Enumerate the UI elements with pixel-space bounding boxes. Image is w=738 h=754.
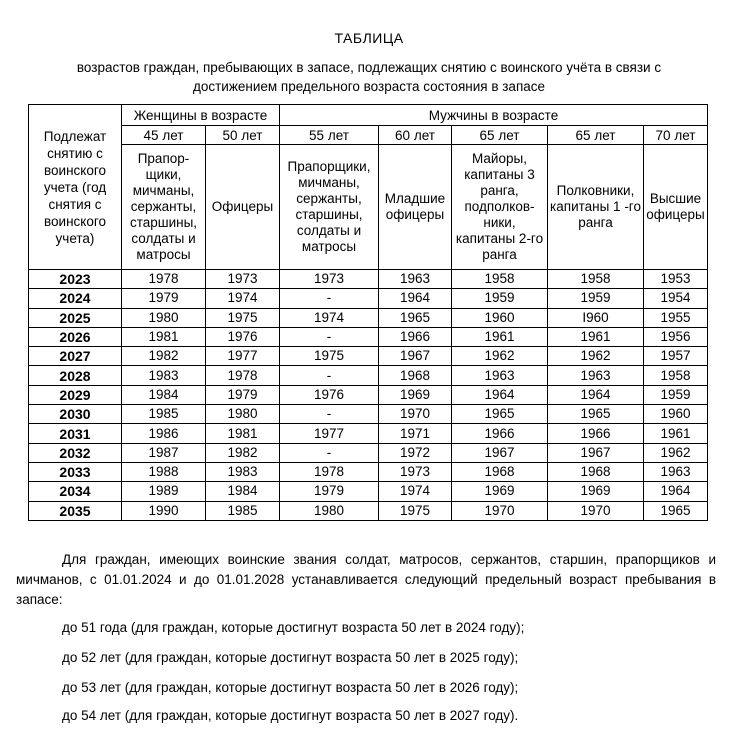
birth-year-cell: 1973 [206, 270, 280, 289]
birth-year-cell: 1966 [548, 424, 644, 443]
year-cell: 2034 [29, 482, 122, 501]
table-row [29, 289, 708, 308]
age-table [28, 104, 708, 521]
birth-year-cell: 1970 [548, 501, 644, 520]
birth-year-cell: 1971 [379, 424, 452, 443]
year-cell: 2024 [29, 289, 122, 308]
document-title: ТАБЛИЦА [334, 30, 404, 46]
age-header-cell: 50 лет [206, 126, 280, 145]
birth-year-cell: 1970 [379, 405, 452, 424]
birth-year-cell: 1963 [644, 462, 708, 481]
birth-year-cell: 1960 [644, 405, 708, 424]
age-header-cell: 55 лет [280, 126, 379, 145]
table-row [29, 347, 708, 366]
year-cell: 2028 [29, 366, 122, 385]
birth-year-cell: 1983 [122, 366, 206, 385]
year-cell: 2031 [29, 424, 122, 443]
birth-year-cell: I960 [548, 308, 644, 327]
birth-year-cell: 1981 [122, 327, 206, 346]
category-header-cell: Младшие офицеры [379, 145, 452, 270]
birth-year-cell: 1963 [548, 366, 644, 385]
table-row [29, 270, 708, 289]
birth-year-cell: 1989 [122, 482, 206, 501]
birth-year-cell: 1965 [644, 501, 708, 520]
birth-year-cell: - [280, 327, 379, 346]
birth-year-cell: 1965 [379, 308, 452, 327]
birth-year-cell: 1982 [206, 443, 280, 462]
birth-year-cell: 1969 [548, 482, 644, 501]
men-group-header: Мужчины в возрасте [280, 105, 708, 126]
table-row [29, 366, 708, 385]
birth-year-cell: 1959 [644, 385, 708, 404]
birth-year-cell: 1979 [206, 385, 280, 404]
birth-year-cell: 1958 [644, 366, 708, 385]
list-item: до 53 лет (для граждан, которые достигнут возраста 50 лет в 2026 году); [62, 680, 519, 695]
birth-year-cell: - [280, 443, 379, 462]
birth-year-cell: 1985 [122, 405, 206, 424]
birth-year-cell: 1969 [452, 482, 548, 501]
year-cell: 2029 [29, 385, 122, 404]
birth-year-cell: 1956 [644, 327, 708, 346]
birth-year-cell: 1959 [548, 289, 644, 308]
age-header-cell: 65 лет [452, 126, 548, 145]
year-cell: 2026 [29, 327, 122, 346]
year-cell: 2032 [29, 443, 122, 462]
birth-year-cell: 1953 [644, 270, 708, 289]
birth-year-cell: 1964 [452, 385, 548, 404]
age-header-cell: 45 лет [122, 126, 206, 145]
birth-year-cell: - [280, 405, 379, 424]
birth-year-cell: 1980 [280, 501, 379, 520]
birth-year-cell: 1961 [548, 327, 644, 346]
birth-year-cell: 1963 [379, 270, 452, 289]
birth-year-cell: 1976 [206, 327, 280, 346]
birth-year-cell: 1957 [644, 347, 708, 366]
birth-year-cell: 1987 [122, 443, 206, 462]
birth-year-cell: 1984 [206, 482, 280, 501]
table-row [29, 385, 708, 404]
birth-year-cell: 1967 [379, 347, 452, 366]
year-cell: 2025 [29, 308, 122, 327]
birth-year-cell: 1958 [452, 270, 548, 289]
birth-year-cell: 1967 [548, 443, 644, 462]
birth-year-cell: 1982 [122, 347, 206, 366]
birth-year-cell: 1975 [379, 501, 452, 520]
table-row [29, 443, 708, 462]
age-header-cell: 60 лет [379, 126, 452, 145]
birth-year-cell: 1978 [280, 462, 379, 481]
birth-year-cell: 1981 [206, 424, 280, 443]
birth-year-cell: 1960 [452, 308, 548, 327]
birth-year-cell: 1990 [122, 501, 206, 520]
category-header-cell: Прапор-щики, мичманы, сержанты, старшины, солдаты и матросы [122, 145, 206, 270]
birth-year-cell: 1973 [280, 270, 379, 289]
birth-year-cell: 1955 [644, 308, 708, 327]
birth-year-cell: 1986 [122, 424, 206, 443]
category-header-cell: Майоры, капитаны 3 ранга, подполков-ники, капитаны 2-го ранга [452, 145, 548, 270]
birth-year-cell: 1966 [452, 424, 548, 443]
birth-year-cell: 1963 [452, 366, 548, 385]
birth-year-cell: 1980 [122, 308, 206, 327]
birth-year-cell: 1972 [379, 443, 452, 462]
age-header-cell: 65 лет [548, 126, 644, 145]
year-cell: 2035 [29, 501, 122, 520]
birth-year-cell: 1976 [280, 385, 379, 404]
birth-year-cell: 1968 [452, 462, 548, 481]
birth-year-cell: 1962 [548, 347, 644, 366]
birth-year-cell: 1965 [452, 405, 548, 424]
birth-year-cell: 1965 [548, 405, 644, 424]
year-cell: 2027 [29, 347, 122, 366]
birth-year-cell: 1977 [206, 347, 280, 366]
birth-year-cell: 1975 [280, 347, 379, 366]
list-item: до 52 лет (для граждан, которые достигнут возраста 50 лет в 2025 году); [62, 650, 519, 665]
birth-year-cell: 1964 [379, 289, 452, 308]
category-header-cell: Высшие офицеры [644, 145, 708, 270]
birth-year-cell: 1988 [122, 462, 206, 481]
birth-year-cell: 1964 [644, 482, 708, 501]
birth-year-cell: 1961 [644, 424, 708, 443]
birth-year-cell: 1974 [206, 289, 280, 308]
birth-year-cell: 1975 [206, 308, 280, 327]
table-row [29, 462, 708, 481]
birth-year-cell: 1980 [206, 405, 280, 424]
table-row [29, 405, 708, 424]
birth-year-cell: 1974 [280, 308, 379, 327]
category-header-cell: Прапорщики, мичманы, сержанты, старшины, солдаты и матросы [280, 145, 379, 270]
birth-year-cell: 1979 [122, 289, 206, 308]
birth-year-cell: - [280, 289, 379, 308]
table-row [29, 327, 708, 346]
birth-year-cell: 1977 [280, 424, 379, 443]
category-header-cell: Офицеры [206, 145, 280, 270]
info-paragraph: Для граждан, имеющих воинские звания солдат, матросов, сержантов, старшин, прапорщиков и мичманов, с 01.01.2024 и до 01.01.2028 устанавливается следующий предельный возраст пребывания в запасе: [16, 552, 716, 607]
birth-year-cell: 1974 [379, 482, 452, 501]
birth-year-cell: 1964 [548, 385, 644, 404]
birth-year-cell: 1978 [206, 366, 280, 385]
birth-year-cell: 1967 [452, 443, 548, 462]
birth-year-cell: 1961 [452, 327, 548, 346]
birth-year-cell: 1985 [206, 501, 280, 520]
table-row [29, 424, 708, 443]
birth-year-cell: 1962 [452, 347, 548, 366]
birth-year-cell: 1968 [379, 366, 452, 385]
category-header-cell: Полковники, капитаны 1 -го ранга [548, 145, 644, 270]
birth-year-cell: 1983 [206, 462, 280, 481]
year-cell: 2030 [29, 405, 122, 424]
birth-year-cell: 1954 [644, 289, 708, 308]
year-cell: 2033 [29, 462, 122, 481]
birth-year-cell: 1973 [379, 462, 452, 481]
list-item: до 51 года (для граждан, которые достигнут возраста 50 лет в 2024 году); [62, 620, 525, 635]
birth-year-cell: 1969 [379, 385, 452, 404]
birth-year-cell: 1958 [548, 270, 644, 289]
women-group-header: Женщины в возрасте [122, 105, 280, 126]
row-header-cell: Подлежат снятию с воинского учета (год снятия с воинского учета) [29, 105, 122, 270]
birth-year-cell: 1968 [548, 462, 644, 481]
birth-year-cell: 1984 [122, 385, 206, 404]
birth-year-cell: - [280, 366, 379, 385]
table-row [29, 482, 708, 501]
birth-year-cell: 1959 [452, 289, 548, 308]
list-item: до 54 лет (для граждан, которые достигнут возраста 50 лет в 2027 году). [62, 708, 519, 723]
birth-year-cell: 1962 [644, 443, 708, 462]
birth-year-cell: 1970 [452, 501, 548, 520]
age-header-cell: 70 лет [644, 126, 708, 145]
table-row [29, 501, 708, 520]
birth-year-cell: 1966 [379, 327, 452, 346]
year-cell: 2023 [29, 270, 122, 289]
birth-year-cell: 1979 [280, 482, 379, 501]
document-subtitle: возрастов граждан, пребывающих в запасе, подлежащих снятию с воинского учёта в связи с достижением предельного возраста состояния в запасе [76, 60, 662, 94]
table-row [29, 308, 708, 327]
birth-year-cell: 1978 [122, 270, 206, 289]
